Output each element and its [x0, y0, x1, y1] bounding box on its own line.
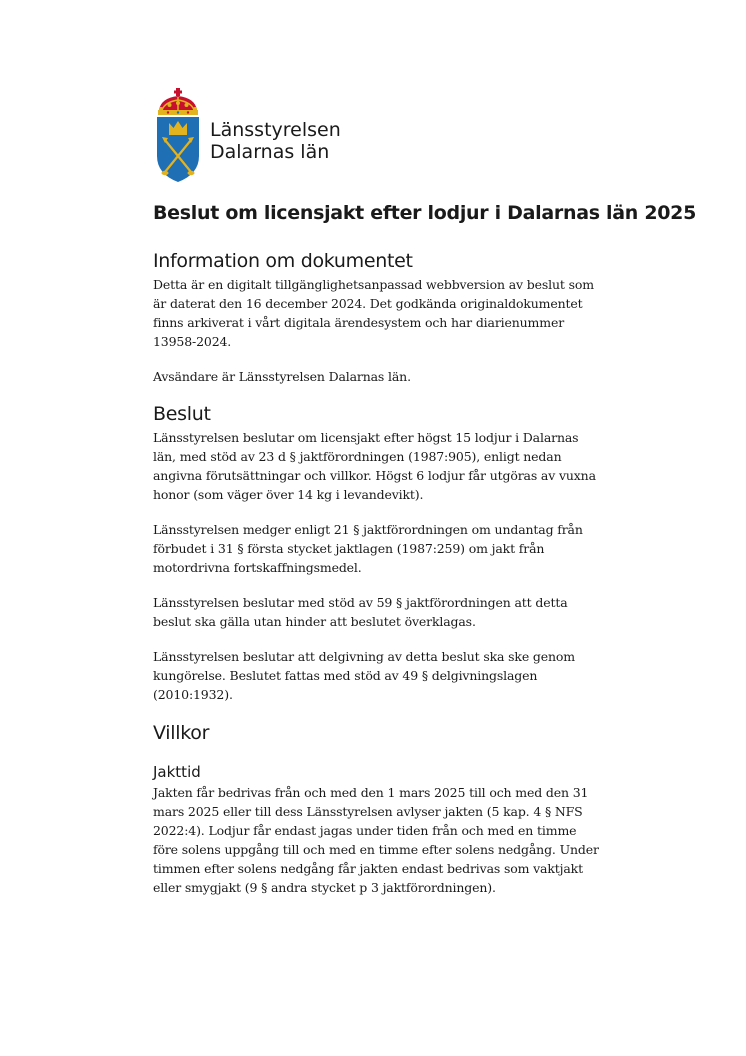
subsection-jakttid [153, 762, 673, 897]
subsection-heading-jakttid: Jakttid [153, 763, 201, 781]
beslut-paragraph-3: Länsstyrelsen beslutar med stöd av 59 § jaktförordningen att detta beslut ska gälla utan hinder att beslutet överklagas. [153, 595, 568, 629]
section-heading-information: Information om dokumentet [153, 250, 413, 272]
org-name-line2: Dalarnas län [210, 141, 330, 163]
document-page [153, 88, 697, 897]
section-information [153, 248, 673, 386]
section-heading-villkor: Villkor [153, 722, 210, 744]
section-heading-beslut: Beslut [153, 403, 211, 425]
org-name-line1: Länsstyrelsen [210, 119, 341, 141]
section-villkor [153, 720, 673, 897]
beslut-paragraph-1: Länsstyrelsen beslutar om licensjakt efter högst 15 lodjur i Dalarnas län, med stöd av 23 d § jaktförordningen (1987:905), enligt nedan angivna förutsättningar och villkor. Högst 6 lodjur får utgöras av vuxna honor (som väger över 14 kg i levandevikt). [153, 430, 596, 502]
info-paragraph-2: Avsändare är Länsstyrelsen Dalarnas län. [153, 369, 411, 384]
beslut-paragraph-4: Länsstyrelsen beslutar att delgivning av detta beslut ska ske genom kungörelse. Beslutet fattas med stöd av 49 § delgivningslagen (2010:1932). [153, 649, 575, 702]
info-paragraph-1: Detta är en digitalt tillgänglighetsanpassad webbversion av beslut som är daterat den 16 december 2024. Det godkända originaldokumentet finns arkiverat i vårt digitala ärendesystem och har diarienummer 13958-2024. [153, 277, 594, 349]
header [153, 88, 673, 184]
document-title: Beslut om licensjakt efter lodjur i Dalarnas län 2025 [153, 202, 697, 224]
jakttid-paragraph: Jakten får bedrivas från och med den 1 mars 2025 till och med den 31 mars 2025 eller till dess Länsstyrelsen avlyser jakten (5 kap. 4 § NFS 2022:4). Lodjur får endast jagas under tiden från och med en timme före solens uppgång till och med en timme efter solens nedgång. Under timmen efter solens nedgång får jakten endast bedrivas som vaktjakt eller smygjakt (9 § andra stycket p 3 jaktförordningen). [153, 785, 599, 895]
county-coat-of-arms-icon [153, 88, 203, 184]
org-name [210, 119, 341, 163]
section-beslut [153, 401, 673, 704]
beslut-paragraph-2: Länsstyrelsen medger enligt 21 § jaktförordningen om undantag från förbudet i 31 § första stycket jaktlagen (1987:259) om jakt från motordrivna fortskaffningsmedel. [153, 522, 583, 575]
